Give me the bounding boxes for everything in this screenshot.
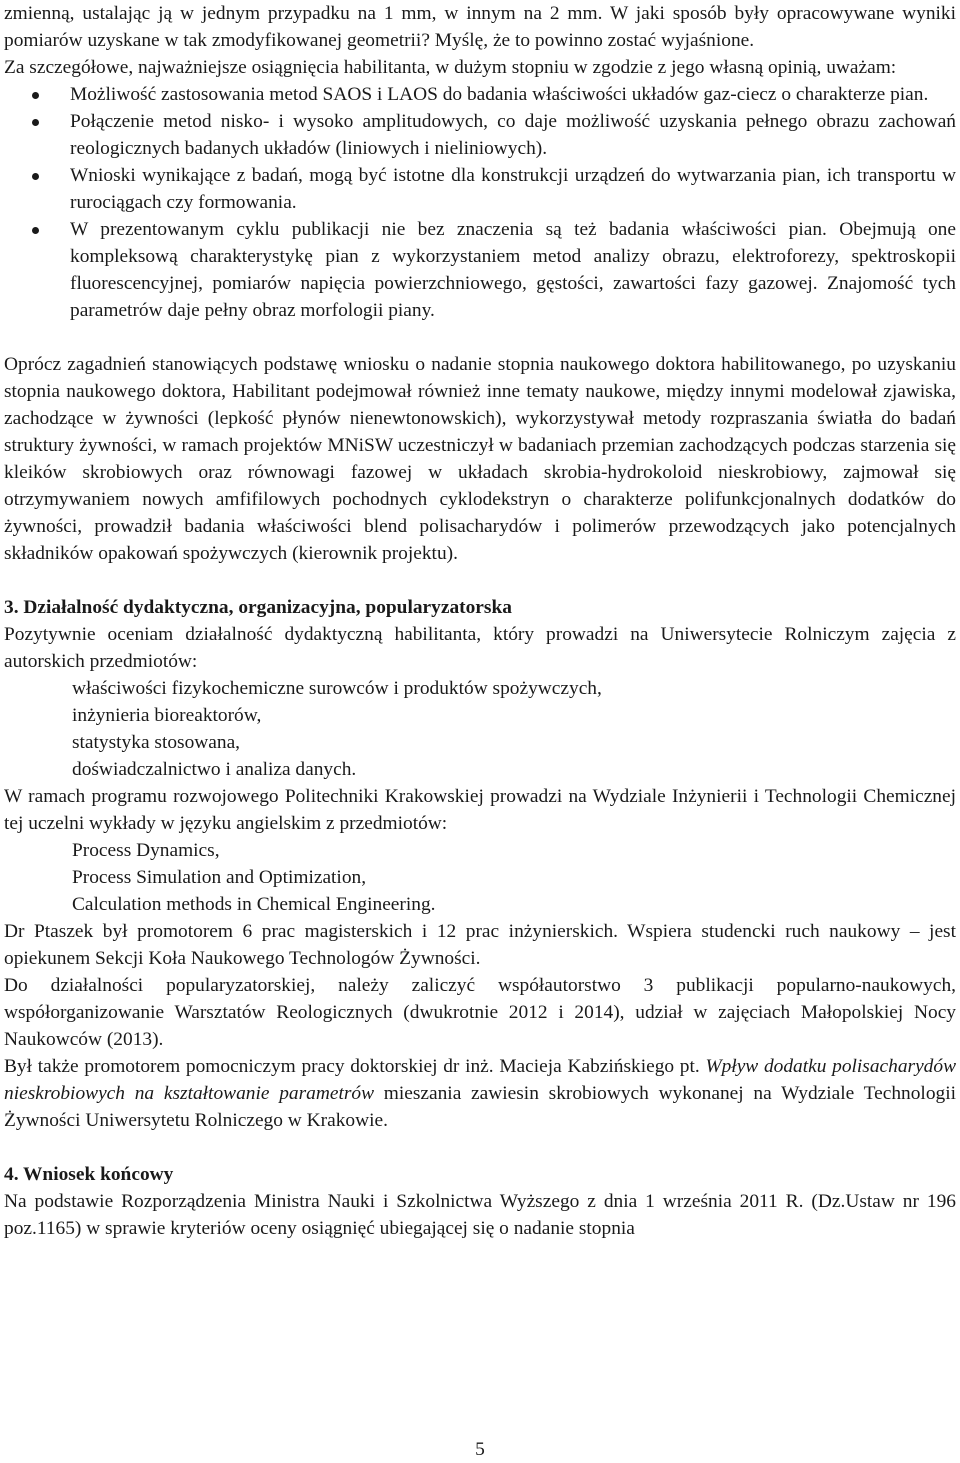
paragraph-teaching-lead: Pozytywnie oceniam działalność dydaktyczną habilitanta, który prowadzi na Uniwersytecie Rolniczym zajęcia z autorskich przedmiotów: xyxy=(4,624,956,672)
list-item: Process Dynamics, xyxy=(72,840,220,861)
list-item: Możliwość zastosowania metod SAOS i LAOS do badania właściwości układów gaz-ciecz o charakterze pian. xyxy=(4,81,956,108)
paragraph-other-topics: Oprócz zagadnień stanowiących podstawę wniosku o nadanie stopnia naukowego doktora habilitowanego, po uzyskaniu stopnia naukowego doktora, Habilitant podejmował również inne tematy naukowe, między innymi modelował zjawiska, zachodzące w żywności (lepkość płynów nienewtonowskich), wykorzystywał metody rozpraszania światła do badań struktury żywności, w ramach projektów MNiSW uczestniczył w badaniach przemian zachodzących podczas starzenia się kleików skrobiowych oraz równowagi fazowej w układach skrobia-hydrokoloid nieskrobiowy, zajmował się otrzymywaniem nowych amfifilowych pochodnych cyklodekstryn o charakterze polifunkcjonalnych dodatków do żywności, prowadził badania właściwości blend polisacharydów i polimerów przewodzących jako potencjalnych składników opakowań spożywczych (kierownik projektu). xyxy=(4,354,956,564)
bullet-icon xyxy=(32,92,39,99)
section-3-heading: 3. Działalność dydaktyczna, organizacyjna, popularyzatorska xyxy=(4,597,512,618)
list-item: inżynieria bioreaktorów, xyxy=(72,705,262,726)
achievements-list xyxy=(4,81,956,324)
bullet-icon xyxy=(32,119,39,126)
bullet-icon xyxy=(32,227,39,234)
list-item: Calculation methods in Chemical Engineering. xyxy=(72,894,436,915)
bullet-icon xyxy=(32,173,39,180)
list-item: W prezentowanym cyklu publikacji nie bez znaczenia są też badania właściwości pian. Obejmują one kompleksową charakterystykę pian z wykorzystaniem metod analizy obrazu, elektroforezy, spektroskopii fluorescencyjnej, pomiarów napięcia powierzchniowego, gęstości, zawartości fazy gazowej. Znajomość tych parametrów daje pełny obraz morfologii piany. xyxy=(4,216,956,324)
paragraph-achievements-lead: Za szczegółowe, najważniejsze osiągnięcia habilitanta, w dużym stopniu w zgodzie z jego własną opinią, uważam: xyxy=(4,57,897,78)
paragraph-pk-lead: W ramach programu rozwojowego Politechniki Krakowskiej prowadzi na Wydziale Inżynierii i Technologii Chemicznej tej uczelni wykłady w języku angielskim z przedmiotów: xyxy=(4,786,956,834)
list-item: Wnioski wynikające z badań, mogą być istotne dla konstrukcji urządzeń do wytwarzania pian, ich transportu w rurociągach czy formowania. xyxy=(4,162,956,216)
section-4-heading: 4. Wniosek końcowy xyxy=(4,1164,174,1185)
list-item: doświadczalnictwo i analiza danych. xyxy=(72,759,357,780)
paragraph-conclusion: Na podstawie Rozporządzenia Ministra Nauki i Szkolnictwa Wyższego z dnia 1 września 2011 R. (Dz.Ustaw nr 196 poz.1165) w sprawie kryteriów oceny osiągnięć ubiegającej się o nadanie stopnia xyxy=(4,1191,956,1239)
paragraph-continued: zmienną, ustalając ją w jednym przypadku na 1 mm, w innym na 2 mm. W jaki sposób były opracowywane wyniki pomiarów uzyskane w tak zmodyfikowanej geometrii? Myślę, że to powinno zostać wyjaśnione. xyxy=(4,3,956,51)
paragraph-supervision: Dr Ptaszek był promotorem 6 prac magisterskich i 12 prac inżynierskich. Wspiera studencki ruch naukowy – jest opiekunem Sekcji Koła Naukowego Technologów Żywności. xyxy=(4,921,956,969)
page-number: 5 xyxy=(475,1439,485,1460)
document-page xyxy=(4,0,956,1242)
courses-pk-list xyxy=(4,837,956,918)
list-item: Process Simulation and Optimization, xyxy=(72,867,367,888)
list-item: Połączenie metod nisko- i wysoko amplitudowych, co daje możliwość uzyskania pełnego obrazu zachowań reologicznych badanych układów (liniowych i nieliniowych). xyxy=(4,108,956,162)
list-item: statystyka stosowana, xyxy=(72,732,241,753)
list-item: właściwości fizykochemiczne surowców i produktów spożywczych, xyxy=(72,678,602,699)
paragraph-assistant-promoter: Był także promotorem pomocniczym pracy doktorskiej dr inż. Macieja Kabzińskiego pt. Wpływ dodatku polisacharydów nieskrobiowych na kształtowanie parametrów mieszania zawiesin skrobiowych wykonanej na Wydziale Technologii Żywności Uniwersytetu Rolniczego w Krakowie. xyxy=(4,1056,957,1131)
thesis-title: Wpływ dodatku polisacharydów nieskrobiowych na kształtowanie parametrów xyxy=(4,1056,957,1104)
courses-ur-list xyxy=(4,675,956,783)
paragraph-popular: Do działalności popularyzatorskiej, należy zaliczyć współautorstwo 3 publikacji popularno-naukowych, współorganizowanie Warsztatów Reologicznych (dwukrotnie 2012 i 2014), udział w zajęciach Małopolskiej Nocy Naukowców (2013). xyxy=(4,975,956,1050)
